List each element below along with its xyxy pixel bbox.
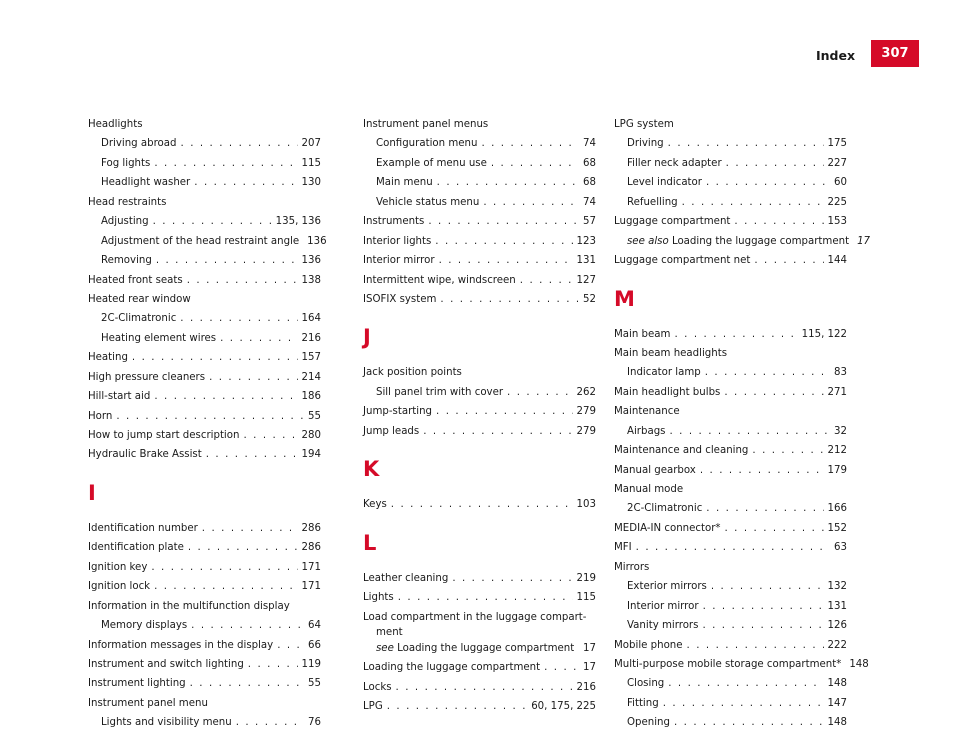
index-entry: Loading the luggage compartment . . . 17 (363, 658, 596, 677)
index-entry: Vehicle status menu . . . 74 (363, 193, 596, 212)
index-entry: Identification number . . . 286 (88, 519, 321, 538)
index-heading: Instrument panel menus (363, 119, 489, 130)
index-heading: Mirrors (614, 561, 650, 573)
index-column-2 (363, 115, 596, 717)
index-entry: Heating element wires . . . 216 (88, 329, 321, 348)
index-entry: Driving . . . 175 (614, 134, 847, 153)
index-entry: Lights and visibility menu . . . 76 (88, 713, 321, 732)
index-entry: Information messages in the display . . . 66 (88, 636, 321, 655)
index-entry: Removing . . . 136 (88, 251, 321, 270)
index-entry: Ignition lock . . . 171 (88, 577, 321, 596)
index-entry: 2C-Climatronic . . . 164 (88, 309, 321, 328)
index-entry: see also Loading the luggage compartment 17 (627, 235, 871, 247)
index-entry: Jump-starting . . . 279 (363, 402, 596, 421)
index-entry: Jump leads . . . 279 (363, 422, 596, 441)
index-entry: 2C-Climatronic . . . 166 (614, 499, 847, 518)
index-heading: Instrument panel menu (88, 697, 208, 709)
index-heading: Heated rear window (88, 293, 191, 305)
index-entry: Load compartment in the luggage compart- ment see Loading the luggage compartment . . . 17 (363, 607, 596, 658)
index-entry: Locks . . . 216 (363, 678, 596, 697)
index-entry: Manual gearbox . . . 179 (614, 461, 847, 480)
index-entry: Airbags . . . 32 (614, 422, 847, 441)
index-entry: How to jump start description . . . 280 (88, 426, 321, 445)
index-entry: Luggage compartment net . . . 144 (614, 251, 847, 270)
index-heading: Information in the multifunction display (88, 600, 290, 612)
index-entry: Main headlight bulbs . . . 271 (614, 383, 847, 402)
section-letter-m: M (614, 286, 635, 311)
index-entry: Intermittent wipe, windscreen . . . 127 (363, 271, 596, 290)
index-entry: Headlight washer . . . 130 (88, 173, 321, 192)
section-letter-k: K (363, 457, 380, 482)
index-entry: Ignition key . . . 171 (88, 558, 321, 577)
index-entry: Interior mirror . . . 131 (614, 597, 847, 616)
index-entry: Configuration menu . . . 74 (363, 134, 596, 153)
index-entry: Adjustment of the head restraint angle 136 (101, 235, 327, 247)
index-entry: Leather cleaning . . . 219 (363, 569, 596, 588)
index-entry: Fitting . . . 147 (614, 694, 847, 713)
index-entry: Heated front seats . . . 138 (88, 271, 321, 290)
section-letter-i: I (88, 480, 96, 505)
index-heading: LPG system (614, 119, 674, 130)
index-entry: Exterior mirrors . . . 132 (614, 577, 847, 596)
index-entry: Instrument lighting . . . 55 (88, 674, 321, 693)
index-entry: Instrument and switch lighting . . . 119 (88, 655, 321, 674)
index-entry: Fog lights . . . 115 (88, 154, 321, 173)
index-entry: Heating . . . 157 (88, 348, 321, 367)
index-entry: LPG . . . 60, 175, 225 (363, 697, 596, 716)
index-entry: Main menu . . . 68 (363, 173, 596, 192)
index-entry: Interior lights . . . 123 (363, 232, 596, 251)
page-number-badge: 307 (871, 40, 919, 67)
index-entry: Sill panel trim with cover . . . 262 (363, 383, 596, 402)
index-entry: Hill-start aid . . . 186 (88, 387, 321, 406)
index-entry: Keys . . . 103 (363, 495, 596, 514)
index-entry: High pressure cleaners . . . 214 (88, 368, 321, 387)
index-entry: Indicator lamp . . . 83 (614, 363, 847, 382)
index-entry: Vanity mirrors . . . 126 (614, 616, 847, 635)
index-heading: Jack position points (363, 367, 462, 379)
index-entry: Closing . . . 148 (614, 674, 847, 693)
index-entry: Memory displays . . . 64 (88, 616, 321, 635)
index-entry: Level indicator . . . 60 (614, 173, 847, 192)
index-heading: Headlights (88, 119, 143, 130)
index-entry: Main beam . . . 115, 122 (614, 325, 847, 344)
index-heading: Main beam headlights (614, 347, 728, 359)
index-entry: Refuelling . . . 225 (614, 193, 847, 212)
index-entry: Adjusting . . . 135, 136 (88, 212, 321, 231)
index-entry: Luggage compartment . . . 153 (614, 212, 847, 231)
index-entry: Lights . . . 115 (363, 588, 596, 607)
index-heading: Head restraints (88, 196, 167, 208)
index-entry: MFI . . . 63 (614, 538, 847, 557)
section-letter-l: L (363, 530, 377, 555)
index-entry: Hydraulic Brake Assist . . . 194 (88, 445, 321, 464)
index-entry: MEDIA-IN connector* . . . 152 (614, 519, 847, 538)
section-letter-j: J (363, 325, 371, 350)
index-entry: Instruments . . . 57 (363, 212, 596, 231)
index-entry: Multi-purpose mobile storage compartment* 148 (614, 658, 869, 670)
index-heading: Maintenance (614, 406, 680, 418)
index-entry: Example of menu use . . . 68 (363, 154, 596, 173)
index-entry: Driving abroad . . . 207 (88, 134, 321, 153)
index-entry: Interior mirror . . . 131 (363, 251, 596, 270)
index-heading: Manual mode (614, 484, 684, 495)
index-column-1 (88, 115, 327, 733)
index-entry: Identification plate . . . 286 (88, 538, 321, 557)
index-entry: Opening . . . 148 (614, 713, 847, 732)
index-entry: Maintenance and cleaning . . . 212 (614, 441, 847, 460)
index-entry: Horn . . . 55 (88, 407, 321, 426)
index-entry: Mobile phone . . . 222 (614, 636, 847, 655)
index-column-3 (614, 115, 871, 733)
header-title: Index (816, 48, 856, 63)
index-entry: ISOFIX system . . . 52 (363, 290, 596, 309)
index-entry: Filler neck adapter . . . 227 (614, 154, 847, 173)
